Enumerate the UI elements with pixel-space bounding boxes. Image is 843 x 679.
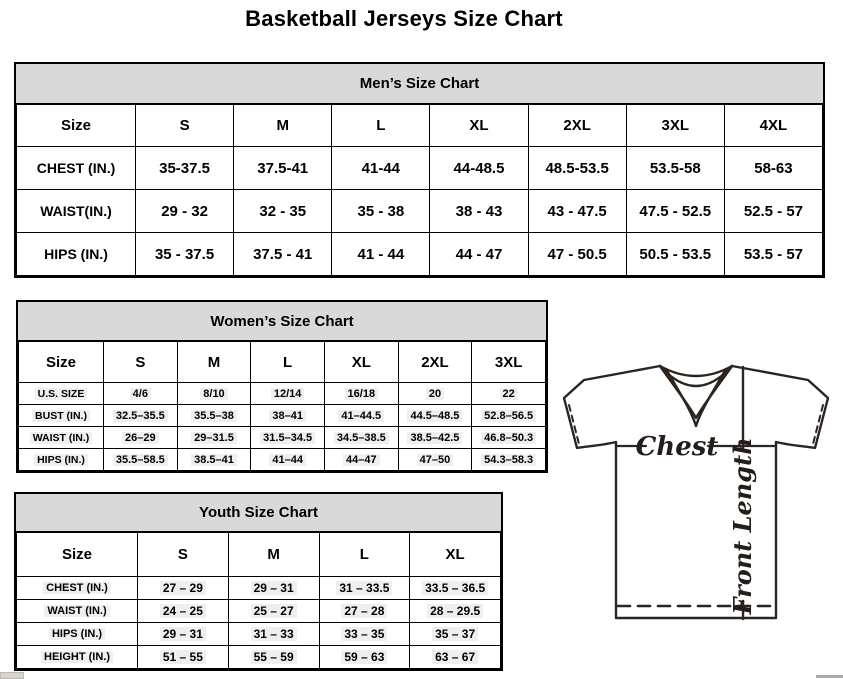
column-header-xl: XL [324, 342, 398, 383]
value-text: 35.5–58.5 [113, 454, 168, 466]
value-cell [104, 405, 178, 427]
value-text: 33.5 – 36.5 [422, 581, 488, 595]
value-text: 38.5–42.5 [407, 432, 462, 444]
value-cell [138, 646, 229, 669]
value-text: 44–47 [343, 454, 380, 466]
value-text: 33 – 35 [341, 627, 387, 641]
row-label [17, 623, 138, 646]
header-row [17, 105, 823, 147]
value-cell [528, 147, 626, 190]
value-text: 47–50 [417, 454, 454, 466]
value-text: 53.5 - 57 [743, 245, 804, 263]
value-text: 25 – 27 [251, 604, 297, 618]
row-label [17, 577, 138, 600]
youth-chart-title: Youth Size Chart [16, 494, 501, 532]
value-text: 41 - 44 [357, 245, 405, 263]
value-cell [319, 646, 410, 669]
row-label-text: U.S. SIZE [35, 388, 88, 400]
value-text: 44-48.5 [453, 159, 505, 177]
value-text: 27 – 28 [341, 604, 387, 618]
value-text: 24 – 25 [160, 604, 206, 618]
value-cell [319, 577, 410, 600]
value-cell [398, 383, 472, 405]
column-header-m: M [177, 342, 251, 383]
value-cell [430, 147, 528, 190]
value-cell [177, 449, 251, 471]
value-cell [724, 190, 822, 233]
table-row [19, 405, 546, 427]
row-label [19, 449, 104, 471]
column-header-4xl: 4XL [724, 105, 822, 147]
collar-v-outer-icon [660, 366, 732, 418]
row-label-text: CHEST (IN.) [36, 160, 116, 176]
value-text: 44.5–48.5 [407, 410, 462, 422]
value-cell [472, 427, 546, 449]
front-length-label: Front Length [728, 437, 757, 615]
value-text: 35 - 38 [357, 202, 405, 220]
row-label [17, 600, 138, 623]
value-cell [136, 233, 234, 276]
value-text: 35-37.5 [159, 159, 210, 177]
jersey-diagram [556, 358, 842, 636]
value-cell [104, 427, 178, 449]
value-text: 35.5–38 [191, 410, 237, 422]
value-cell [136, 190, 234, 233]
size-column-header: Size [19, 342, 104, 383]
value-text: 59 – 63 [341, 650, 387, 664]
value-text: 29–31.5 [191, 432, 237, 444]
scrollbar-fragment-right[interactable] [816, 675, 843, 678]
table-row [17, 623, 501, 646]
value-cell [324, 449, 398, 471]
value-cell [104, 449, 178, 471]
value-text: 47.5 - 52.5 [639, 202, 712, 220]
value-cell [324, 383, 398, 405]
women-chart-title: Women’s Size Chart [18, 302, 546, 341]
chest-label: Chest [635, 432, 719, 462]
value-text: 12/14 [271, 388, 305, 400]
row-label [19, 427, 104, 449]
womens-size-chart [16, 300, 548, 473]
row-label-text: WAIST(IN.) [40, 203, 112, 219]
table-row [17, 577, 501, 600]
value-text: 26–29 [122, 432, 159, 444]
value-cell [138, 600, 229, 623]
value-cell [528, 190, 626, 233]
row-label [19, 405, 104, 427]
value-text: 32 - 35 [259, 202, 307, 220]
value-cell [332, 147, 430, 190]
value-text: 48.5-53.5 [545, 159, 609, 177]
value-cell [324, 427, 398, 449]
value-cell [251, 383, 325, 405]
value-cell [410, 623, 501, 646]
value-text: 20 [426, 388, 444, 400]
value-text: 41-44 [361, 159, 401, 177]
value-text: 8/10 [200, 388, 227, 400]
value-cell [104, 383, 178, 405]
value-cell [228, 623, 319, 646]
value-text: 29 – 31 [160, 627, 206, 641]
table-row [17, 600, 501, 623]
column-header-xl: XL [430, 105, 528, 147]
column-header-s: S [138, 533, 229, 577]
value-text: 54.3–58.3 [481, 454, 536, 466]
value-cell [626, 190, 724, 233]
table-row [19, 449, 546, 471]
value-cell [136, 147, 234, 190]
value-cell [724, 233, 822, 276]
value-cell [626, 147, 724, 190]
value-cell [138, 623, 229, 646]
value-text: 51 – 55 [160, 650, 206, 664]
row-label-text: HIPS (IN.) [49, 628, 105, 640]
table-row [19, 383, 546, 405]
value-cell [472, 405, 546, 427]
table-row [19, 427, 546, 449]
value-text: 41–44 [269, 454, 306, 466]
jersey-outline-icon [564, 366, 828, 618]
size-column-header: Size [17, 533, 138, 577]
column-header-l: L [332, 105, 430, 147]
row-label [17, 646, 138, 669]
header-row [17, 533, 501, 577]
value-text: 37.5 - 41 [253, 245, 313, 263]
size-column-header: Size [17, 105, 136, 147]
value-text: 31 – 33 [251, 627, 297, 641]
value-text: 34.5–38.5 [334, 432, 389, 444]
row-label-text: BUST (IN.) [32, 410, 90, 422]
value-cell [332, 233, 430, 276]
row-label [17, 233, 136, 276]
header-row [19, 342, 546, 383]
table-row [17, 190, 823, 233]
value-text: 52.5 - 57 [743, 202, 804, 220]
value-cell [251, 449, 325, 471]
value-cell [177, 405, 251, 427]
value-cell [410, 600, 501, 623]
column-header-2xl: 2XL [398, 342, 472, 383]
column-header-xl: XL [410, 533, 501, 577]
value-text: 27 – 29 [160, 581, 206, 595]
value-text: 63 – 67 [432, 650, 478, 664]
value-text: 53.5-58 [649, 159, 701, 177]
value-text: 31.5–34.5 [260, 432, 315, 444]
page-title: Basketball Jerseys Size Chart [245, 6, 563, 31]
row-label-text: WAIST (IN.) [30, 432, 93, 444]
value-text: 38–41 [269, 410, 306, 422]
value-text: 55 – 59 [251, 650, 297, 664]
value-text: 44 - 47 [455, 245, 503, 263]
value-cell [177, 383, 251, 405]
value-text: 37.5-41 [257, 159, 309, 177]
value-cell [332, 190, 430, 233]
row-label-text: HIPS (IN.) [34, 454, 88, 466]
value-cell [398, 405, 472, 427]
value-text: 46.8–50.3 [481, 432, 536, 444]
value-text: 41–44.5 [338, 410, 384, 422]
value-cell [234, 147, 332, 190]
column-header-l: L [251, 342, 325, 383]
value-text: 35 – 37 [432, 627, 478, 641]
value-cell [410, 646, 501, 669]
value-cell [138, 577, 229, 600]
column-header-m: M [228, 533, 319, 577]
women-size-table [18, 341, 546, 471]
value-cell [251, 427, 325, 449]
value-cell [410, 577, 501, 600]
column-header-2xl: 2XL [528, 105, 626, 147]
youth-size-table [16, 532, 501, 669]
row-label-text: CHEST (IN.) [43, 582, 111, 594]
value-cell [228, 600, 319, 623]
column-header-s: S [136, 105, 234, 147]
column-header-s: S [104, 342, 178, 383]
row-label [17, 190, 136, 233]
value-text: 16/18 [345, 388, 379, 400]
value-cell [228, 646, 319, 669]
row-label [17, 147, 136, 190]
value-text: 58-63 [754, 159, 793, 177]
value-cell [177, 427, 251, 449]
value-cell [319, 600, 410, 623]
value-cell [319, 623, 410, 646]
youth-size-chart [14, 492, 503, 671]
value-cell [626, 233, 724, 276]
men-size-table [16, 104, 823, 276]
column-header-m: M [234, 105, 332, 147]
value-text: 32.5–35.5 [113, 410, 168, 422]
column-header-3xl: 3XL [626, 105, 724, 147]
value-cell [724, 147, 822, 190]
collar-arc-outer-icon [660, 366, 732, 376]
value-text: 52.8–56.5 [481, 410, 536, 422]
value-cell [472, 449, 546, 471]
value-cell [398, 427, 472, 449]
table-row [17, 147, 823, 190]
value-text: 35 - 37.5 [154, 245, 215, 263]
table-row [17, 233, 823, 276]
table-row [17, 646, 501, 669]
row-label [19, 383, 104, 405]
value-text: 28 – 29.5 [427, 604, 483, 618]
value-cell [234, 233, 332, 276]
value-text: 50.5 - 53.5 [639, 245, 712, 263]
row-label-text: HIPS (IN.) [44, 246, 108, 262]
column-header-3xl: 3XL [472, 342, 546, 383]
value-cell [324, 405, 398, 427]
value-cell [251, 405, 325, 427]
value-text: 29 – 31 [251, 581, 297, 595]
value-text: 38 - 43 [455, 202, 503, 220]
value-text: 22 [500, 388, 518, 400]
value-cell [430, 190, 528, 233]
value-cell [398, 449, 472, 471]
row-label-text: WAIST (IN.) [44, 605, 109, 617]
column-header-l: L [319, 533, 410, 577]
men-chart-title: Men’s Size Chart [16, 64, 823, 104]
value-text: 31 – 33.5 [336, 581, 392, 595]
value-text: 4/6 [130, 388, 151, 400]
mens-size-chart [14, 62, 825, 278]
value-text: 47 - 50.5 [547, 245, 607, 263]
row-label-text: HEIGHT (IN.) [41, 651, 113, 663]
value-text: 29 - 32 [161, 202, 208, 220]
value-cell [430, 233, 528, 276]
value-cell [528, 233, 626, 276]
value-text: 43 - 47.5 [547, 202, 607, 220]
scrollbar-fragment-left[interactable] [0, 672, 24, 679]
value-cell [234, 190, 332, 233]
value-cell [228, 577, 319, 600]
value-text: 38.5–41 [191, 454, 237, 466]
value-cell [472, 383, 546, 405]
